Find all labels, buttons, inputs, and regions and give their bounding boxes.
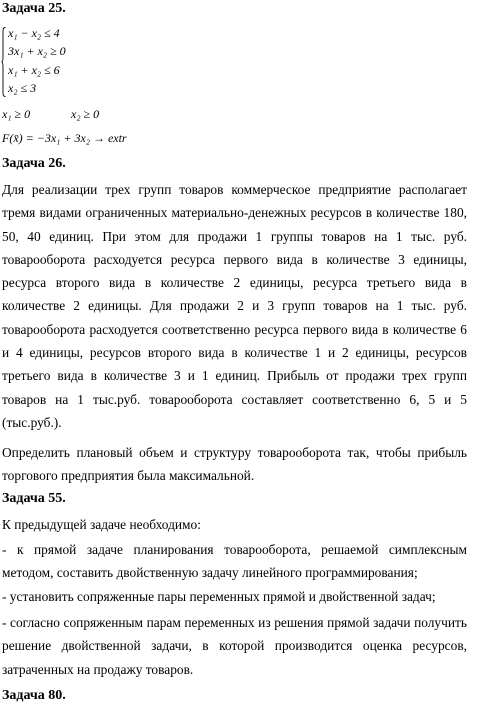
task-55-intro: К предыдущей задаче необходимо: (2, 517, 201, 532)
constraint-2: 3x₁ + x₂ ≥ 0 (8, 44, 66, 58)
task-25-heading: Задача 25. (2, 1, 66, 16)
task-55-item-2: - установить сопряженные пары переменных прямой и двойственной задач; (2, 589, 436, 604)
task-26-paragraph-1: Для реализации трех групп товаров коммерческое предприятие располагает тремя видами ограниченных материально-денежных ресурсов в количестве 180, 50, 40 единиц. При этом для продажи 1 группы товаров на 1 тыс. руб. товарооборота расходуется ресурса первого вида в количестве 3 единицы, ресурса второго вида в количестве 2 единицы, ресурса третьего вида в количестве 2 единицы. Для продажи 2 и 3 групп товаров на 1 тыс. руб. товарооборота расходуется соответственно ресурса первого вида в количестве 6 и 4 единицы, ресурсов второго вида в количестве 1 и 2 единицы, ресурсов третьего вида в количестве 3 и 1 единиц. Прибыль от продажи трех групп товаров на 1 тыс.руб. товарооборота составляет соответственно 6, 5 и 5 (тыс.руб.). (2, 182, 467, 430)
objective-function: F(x̄) = −3x₁ + 3x₂ → extr (2, 131, 127, 145)
task-55-heading: Задача 55. (2, 491, 66, 506)
constraint-4: x₂ ≤ 3 (8, 81, 37, 95)
constraint-3: x₁ + x₂ ≤ 6 (8, 63, 60, 77)
task-80-heading: Задача 80. (2, 688, 66, 703)
task-26-paragraph-2: Определить плановый объем и структуру товарооборота так, чтобы прибыль торгового предприятия была максимальной. (2, 445, 467, 484)
system-brace (1, 27, 6, 97)
constraint-1: x₁ − x₂ ≤ 4 (8, 26, 60, 40)
nonneg-x1: x₁ ≥ 0 (2, 107, 31, 121)
task-26-heading: Задача 26. (2, 156, 66, 171)
nonneg-x2: x₂ ≥ 0 (71, 107, 100, 121)
task-55-item-3: - согласно сопряженным парам переменных из решения прямой задачи получить решение двойственной задачи, в которой производится оценка ресурсов, затраченных на продажу товаров. (2, 615, 467, 677)
task-55-item-1: - к прямой задаче планирования товарооборота, решаемой симплексным методом, составить двойственную задачу линейного программирования; (2, 542, 467, 581)
